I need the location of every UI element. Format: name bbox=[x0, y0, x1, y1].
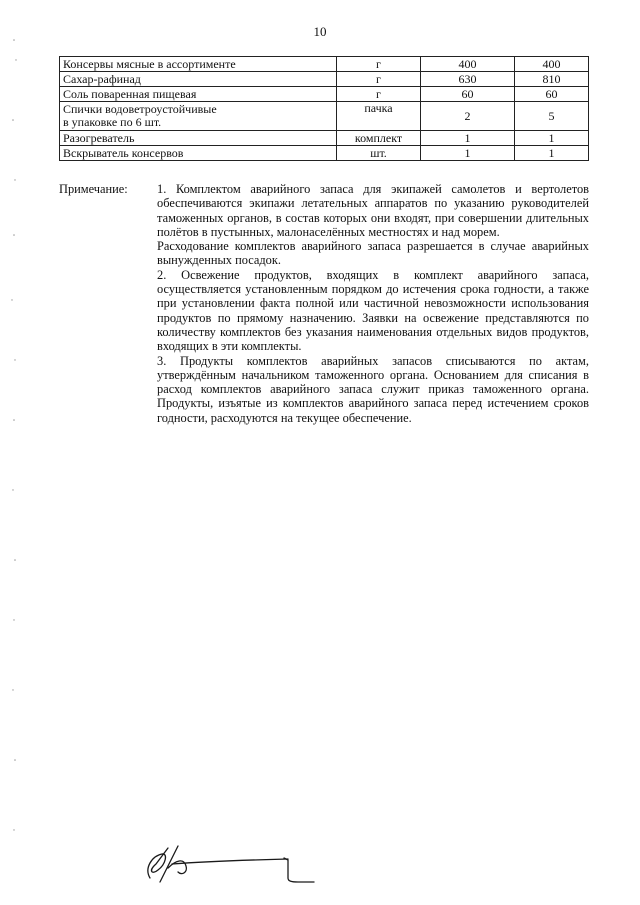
item-unit: комплект bbox=[337, 131, 421, 146]
note-section bbox=[59, 182, 589, 425]
table-row bbox=[60, 72, 589, 87]
item-name: Соль поваренная пищевая bbox=[60, 87, 337, 102]
item-qty-2: 1 bbox=[515, 146, 589, 161]
item-name: Вскрыватель консервов bbox=[60, 146, 337, 161]
item-unit: г bbox=[337, 87, 421, 102]
note-paragraph: 3. Продукты комплектов аварийных запасов списываются по актам, утверждённым начальником таможенного органа. Основанием для списания в расход комплектов аварийного запаса служит приказ таможенного органа. Продукты, изъятые из комплектов аварийного запаса перед истечением сроков годности, расходуются на текущее обеспечение. bbox=[157, 353, 589, 425]
item-name: Сахар-рафинад bbox=[60, 72, 337, 87]
scan-margin-marks bbox=[0, 0, 30, 905]
note-body bbox=[157, 182, 589, 425]
note-label: Примечание: bbox=[59, 182, 128, 196]
note-paragraph: 1. Комплектом аварийного запаса для экипажей самолетов и вертолетов обеспечиваются экипажи летательных аппаратов по указанию руководителей таможенных органов, в состав которых они входят, при совершении длительных полётов в пустынных, малонаселённых местностях и над морем. bbox=[157, 182, 589, 239]
item-name: Разогреватель bbox=[60, 131, 337, 146]
item-qty-1: 60 bbox=[421, 87, 515, 102]
item-name bbox=[60, 102, 337, 131]
item-qty-2: 5 bbox=[515, 102, 589, 131]
item-name: Консервы мясные в ассортименте bbox=[60, 57, 337, 72]
note-paragraph: Расходование комплектов аварийного запаса разрешается в случае аварийных вынужденных посадок. bbox=[157, 239, 589, 268]
item-unit: пачка bbox=[337, 102, 421, 131]
item-qty-2: 60 bbox=[515, 87, 589, 102]
table-row bbox=[60, 57, 589, 72]
item-name-line: в упаковке по 6 шт. bbox=[63, 115, 162, 129]
item-qty-2: 400 bbox=[515, 57, 589, 72]
item-name-line: Спички водоветроустойчивые bbox=[63, 102, 217, 116]
item-unit: г bbox=[337, 72, 421, 87]
item-unit: г bbox=[337, 57, 421, 72]
item-qty-2: 810 bbox=[515, 72, 589, 87]
table-row bbox=[60, 131, 589, 146]
item-qty-2: 1 bbox=[515, 131, 589, 146]
item-qty-1: 630 bbox=[421, 72, 515, 87]
item-qty-1: 2 bbox=[421, 102, 515, 131]
item-qty-1: 1 bbox=[421, 146, 515, 161]
supply-table bbox=[59, 56, 589, 161]
table-row bbox=[60, 102, 589, 131]
item-unit: шт. bbox=[337, 146, 421, 161]
handwritten-signature bbox=[138, 838, 338, 888]
note-paragraph: 2. Освежение продуктов, входящих в комплект аварийного запаса, осуществляется установленным порядком до истечения срока годности, а также при установлении факта полной или частичной невозможности использования продуктов по прямому назначению. Заявки на освежение представляются по количеству комплектов без указания наименования отдельных видов продуктов, входящих в эти комплекты. bbox=[157, 267, 589, 354]
table-row bbox=[60, 87, 589, 102]
table-row bbox=[60, 146, 589, 161]
page-number: 10 bbox=[313, 24, 327, 39]
item-qty-1: 400 bbox=[421, 57, 515, 72]
item-qty-1: 1 bbox=[421, 131, 515, 146]
